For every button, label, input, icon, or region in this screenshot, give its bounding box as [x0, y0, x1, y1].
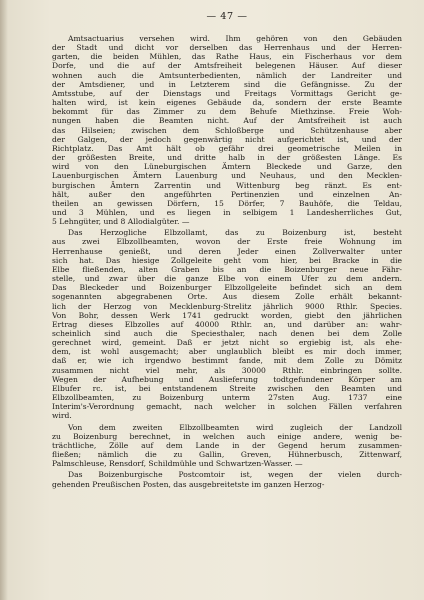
text-line: Elbufer rc. ist, bei entstandenem Streite zwischen den Beamten und: [52, 383, 402, 393]
text-line: burgischen Ämtern Zarrentin und Wittenburg beg ränzt. Es ent-: [52, 180, 402, 190]
text-line: sich hat. Das hiesige Zollgeleite geht vom hier, bei Bracke in die: [52, 255, 402, 265]
paragraph: [52, 470, 402, 488]
text-line: der Amtsdiener, und in Letzterem sind die Gefängnisse. Zu der: [52, 79, 402, 89]
text-line: garten, die beiden Mühlen, das Rathe Haus, ein Fischerhaus vor dem: [52, 52, 402, 62]
text-line: Ertrag dieses Elbzolles auf 40000 Rthlr. an, und darüber an: wahr-: [52, 319, 402, 329]
text-line: bekommt für das Zimmer zu dem Behufe Miethzinse. Freie Woh-: [52, 107, 402, 117]
text-line: halten wird, ist kein eigenes Gebäude da, sondern der erste Beamte: [52, 98, 402, 108]
text-line: Das Herzogliche Elbzollamt, das zu Boizenburg ist, besteht: [68, 228, 402, 238]
text-line: Das Boizenburgische Postcomtoir ist, wegen der vielen durch-: [68, 470, 402, 480]
text-line: der Stadt und dicht vor derselben das Herrenhaus und der Herren-: [52, 43, 402, 53]
text-line: das Hilseien; zwischen dem Schloßberge und Schützenhause aber: [52, 125, 402, 135]
text-line: gerechnet wird, gemeint. Daß er jetzt nicht so ergiebig ist, als ehe-: [52, 338, 402, 348]
text-line: Wegen der Aufhebung und Auslieferung todtgefundener Körper am: [52, 374, 402, 384]
text-line: Richtplatz. Das Amt hält ob gefähr drei geometrische Meilen in: [52, 143, 402, 153]
text-line: dem, ist wohl ausgemacht; aber unglaublich bleibt es mir doch immer,: [52, 347, 402, 357]
body-text: [52, 34, 402, 489]
text-line: nungen haben die Beamten nicht. Auf der Amtsfreiheit ist auch: [52, 116, 402, 126]
text-line: wird.: [52, 411, 72, 421]
text-line: fließen; nämlich die zu Gallin, Greven, Hühnerbusch, Zittenwarf,: [52, 450, 402, 460]
page-number: — 47 —: [206, 11, 248, 22]
text-line: Lauenburgischen Ämtern Lauenburg und Neuhaus, und den Mecklen-: [52, 171, 402, 181]
text-line: Elbzollbeamten, zu Boizenburg unterm 27sten Aug. 1737 eine: [52, 393, 402, 403]
text-line: trächtliche, Zölle auf dem Lande in der Gegend herum zusammen-: [52, 440, 402, 450]
text-line: Palmschleuse, Rensdorf, Schildmühle und Schwartzen-Wasser. —: [52, 459, 303, 469]
paragraph: [52, 228, 402, 420]
text-line: gehenden Preußischen Posten, das ausgebreitetste im ganzen Herzog-: [52, 479, 325, 489]
text-line: stelle, und zwar über die ganze Elbe von einem Ufer zu dem andern.: [52, 274, 402, 284]
page-fold-shadow: [0, 0, 8, 600]
text-line: Elbe fließenden, alten Graben bis an die Boizenburger neue Fähr-: [52, 264, 402, 274]
text-line: der größesten Breite, und dritte halb in der größesten Länge. Es: [52, 153, 402, 163]
paragraph: [52, 34, 402, 226]
text-line: lich der Herzog von Mecklenburg-Strelitz jährlich 9000 Rthlr. Species.: [52, 301, 402, 311]
text-line: Herrenhause genießt, und deren Jeder einen Zollverwalter unter: [52, 246, 402, 256]
paragraph: [52, 423, 402, 469]
text-line: Von Bohr, dessen Werk 1741 gedruckt worden, giebt den jährlichen: [52, 310, 402, 320]
text-line: Das Bleckeder und Boizenburger Elbzollgeleite befindet sich an dem: [52, 283, 402, 293]
text-line: zusammen nicht viel mehr, als 30000 Rthlr. einbringen sollte.: [52, 365, 402, 375]
text-line: wird von den Lüneburgischen Ämtern Bleckede und Garze, den: [52, 162, 402, 172]
text-line: daß er, wie ich irgendwo bestimmt fande, mit dem Zolle zu Dömitz: [52, 356, 402, 366]
text-line: scheinlich sind auch die Speciesthaler, nach denen bei dem Zolle: [52, 329, 402, 338]
text-line: Amtsactuarius versehen wird. Ihm gehören von den Gebäuden: [68, 34, 402, 43]
text-line: zu Boizenburg berechnet, in welchen auch einige andere, wenig be-: [52, 431, 402, 441]
text-line: Dorfe, und die auf der Amtsfreiheit belegenen Häuser. Auf dieser: [52, 61, 402, 71]
text-line: hält, außer den angeführten Pertinenzien und einzelnen An-: [52, 189, 402, 199]
text-line: theilen an gewissen Dörfern, 15 Dörfer, 7 Bauhöfe, die Teldau,: [52, 198, 402, 208]
text-line: sogenannten abgegrabenen Orte. Aus diesem Zolle erhält bekannt-: [52, 292, 402, 302]
text-line: und 3 Mühlen, und es liegen in selbigem 1 Landesherrliches Gut,: [52, 207, 402, 217]
text-line: wohnen auch die Amtsunterbedienten, nämlich der Landreiter und: [52, 70, 402, 80]
text-line: Von dem zweiten Elbzollbeamten wird zugleich der Landzoll: [68, 422, 402, 432]
text-line: Interim's-Verordnung gemacht, nach welcher in solchen Fällen verfahren: [52, 402, 402, 412]
text-line: 5 Lehngüter, und 8 Allodialgüter. —: [52, 217, 190, 227]
text-line: aus zwei Elbzollbeamten, wovon der Erste freie Wohnung im: [52, 237, 402, 247]
text-line: Amtsstube, auf der Dienstags und Freitags Vormittags Gericht ge-: [52, 88, 402, 98]
text-line: der Galgen, der jedoch gegenwärtig nicht aufgerichtet ist, und der: [52, 134, 402, 144]
